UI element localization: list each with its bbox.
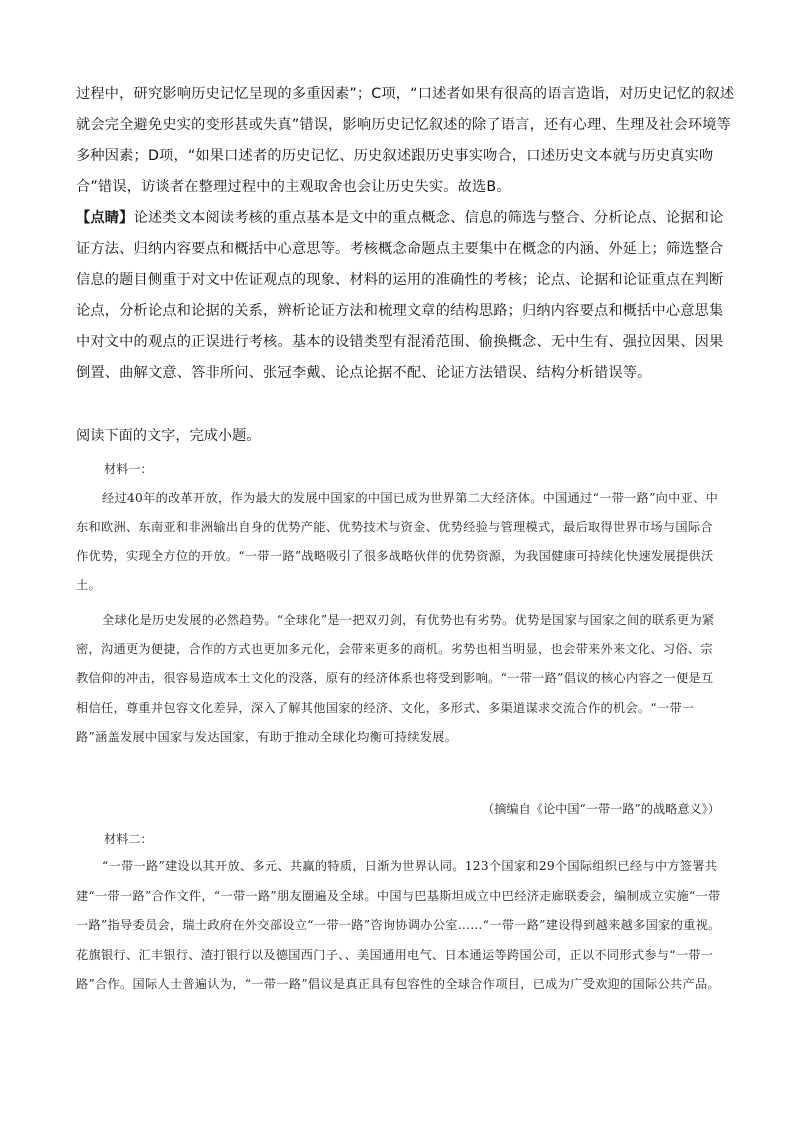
tip-text: 论述类文本阅读考核的重点基本是文中的重点概念、信息的筛选与整合、分析论点、论据和论证方法、归纳内容要点和概括中心意思等。考核概念命题点主要集中在概念的内涵、外延上；筛选整合信息的题目侧重于对文中佐证观点的现象、材料的运用的准确性的考核；论点、论据和论证重点在判断论点，分析论点和论据的关系，辨析论证方法和梳理文章的结构思路；归纳内容要点和概括中心意思集中对文中的观点的正误进行考核。基本的设错类型有混淆范围、偷换概念、无中生有、强拉因果、因果倒置、曲解文意、答非所问、张冠李戴、论点论据不配、论证方法错误、结构分析错误等。	[76, 210, 724, 381]
tip-paragraph	[76, 203, 736, 389]
answer-paragraph: 过程中，研究影响历史记忆呈现的多重因素”；C项，“口述者如果有很高的语言造诣，对历史记忆的叙述就会完全避免史实的变形甚或失真”错误，影响历史记忆叙述的除了语言，还有心理、生理及社会环境等多种因素；D项，“如果口述者的历史记忆、历史叙述跟历史事实吻合，口述历史文本就与历史真实吻合”错误，访谈者在整理过程中的主观取舍也会让历史失实。故选B。	[76, 86, 735, 195]
material1-body	[76, 484, 724, 600]
material1-body-2	[76, 606, 724, 752]
answer-explanation	[76, 79, 736, 389]
material2-paragraph: “一带一路”建设以其开放、多元、共赢的特质，日渐为世界认同。123个国家和29个国际组织已经与中方签署共建“一带一路”合作文件，“一带一路”朋友圈遍及全球。中国与巴基斯坦成立中巴经济走廊联委会，编制成立实施“一带一路”指导委员会，瑞士政府在外交部设立“一带一路”咨询协调办公室……“一带一路”建设得到越来越多国家的重视。花旗银行、汇丰银行、渣打银行以及德国西门子、、美国通用电气、日本通运等跨国公司，正以不同形式参与“一带一路”合作。国际人士普遍认为，“一带一路”倡议是真正具有包容性的全球合作项目，已成为广受欢迎的国际公共产品。	[76, 859, 721, 991]
material1-source: （摘编自《论中国“一带一路”的战略意义》）	[482, 802, 720, 816]
material1-paragraph: 全球化是历史发展的必然趋势。“全球化”是一把双刃剑，有优势也有劣势。优势是国家与国家之间的联系更为紧密，沟通更为便捷，合作的方式也更加多元化，会带来更多的商机。劣势也相当明显，也会带来外来文化、习俗、宗教信仰的冲击，很容易造成本土文化的没落，原有的经济体系也将受到影响。“一带一路”倡议的核心内容之一便是互相信任，尊重并包容文化差异，深入了解其他国家的经济、文化，多形式、多渠道谋求交流合作的机会。“一带一路”涵盖发展中国家与发达国家，有助于推动全球化均衡可持续发展。	[76, 613, 715, 744]
material1-label: 材料一：	[104, 462, 153, 476]
material2-body	[76, 852, 724, 1000]
tip-label: 【点睛】	[76, 210, 134, 226]
reading-prompt: 阅读下面的文字，完成小题。	[76, 428, 261, 444]
material1-paragraph: 经过40年的改革开放，作为最大的发展中国家的中国已成为世界第二大经济体。中国通过“一带一路”向中亚、中东和欧洲、东南亚和非洲输出自身的优势产能、优势技术与资金、优势经验与管理模式，最后取得世界市场与国际合作优势，实现全方位的开放。“一带一路”战略吸引了很多战略伙伴的优势资源，为我国健康可持续化快速发展提供沃土。	[76, 491, 719, 592]
material2-label: 材料二：	[104, 832, 153, 846]
